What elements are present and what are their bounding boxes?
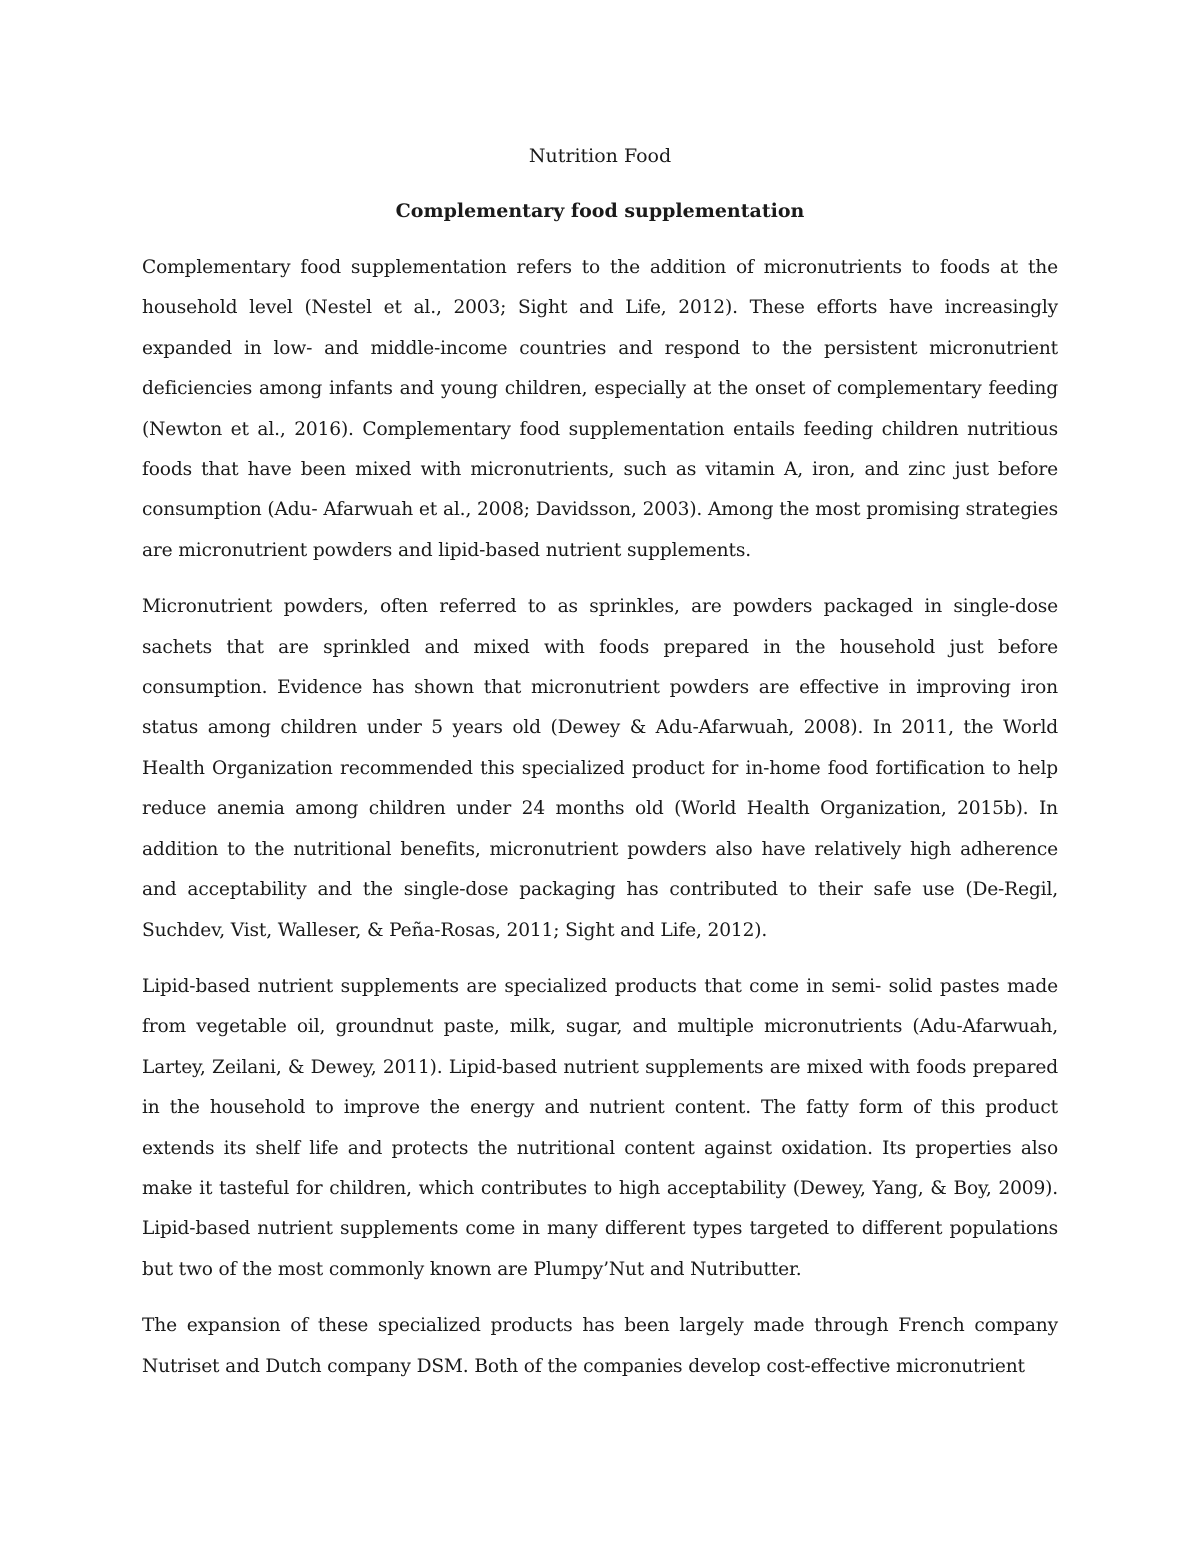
paragraph-2: Micronutrient powders, often referred to as sprinkles, are powders packaged in single-dose sachets that are sprinkled and mixed with foods prepared in the household just before consumption. Evidence has shown that micronutrient powders are effective in improving iron status among children under 5 years old (Dewey & Adu-Afarwuah, 2008). In 2011, the World Health Organization recommended this specialized product for in-home food fortification to help reduce anemia among children under 24 months old (World Health Organization, 2015b). In addition to the nutritional benefits, micronutrient powders also have relatively high adherence and acceptability and the single-dose packaging has contributed to their safe use (De-Regil, Suchdev, Vist, Walleser, & Peña-Rosas, 2011; Sight and Life, 2012). — [142, 596, 1058, 941]
document-title: Nutrition Food — [528, 145, 672, 167]
document-body — [142, 248, 1058, 1403]
paragraph-4: The expansion of these specialized products has been largely made through French company Nutriset and Dutch company DSM. Both of the companies develop cost-effective micronutrient — [142, 1315, 1058, 1377]
paragraph-1: Complementary food supplementation refers to the addition of micronutrients to foods at the household level (Nestel et al., 2003; Sight and Life, 2012). These efforts have increasingly expanded in low- and middle-income countries and respond to the persistent micronutrient deficiencies among infants and young children, especially at the onset of complementary feeding (Newton et al., 2016). Complementary food supplementation entails feeding children nutritious foods that have been mixed with micronutrients, such as vitamin A, iron, and zinc just before consumption (Adu- Afarwuah et al., 2008; Davidsson, 2003). Among the most promising strategies are micronutrient powders and lipid-based nutrient supplements. — [142, 257, 1058, 561]
paragraph-3: Lipid-based nutrient supplements are specialized products that come in semi- solid pastes made from vegetable oil, groundnut paste, milk, sugar, and multiple micronutrients (Adu-Afarwuah, Lartey, Zeilani, & Dewey, 2011). Lipid-based nutrient supplements are mixed with foods prepared in the household to improve the energy and nutrient content. The fatty form of this product extends its shelf life and protects the nutritional content against oxidation. Its properties also make it tasteful for children, which contributes to high acceptability (Dewey, Yang, & Boy, 2009). Lipid-based nutrient supplements come in many different types targeted to different populations but two of the most commonly known are Plumpy’Nut and Nutributter. — [142, 975, 1058, 1280]
section-heading: Complementary food supplementation — [395, 200, 805, 222]
